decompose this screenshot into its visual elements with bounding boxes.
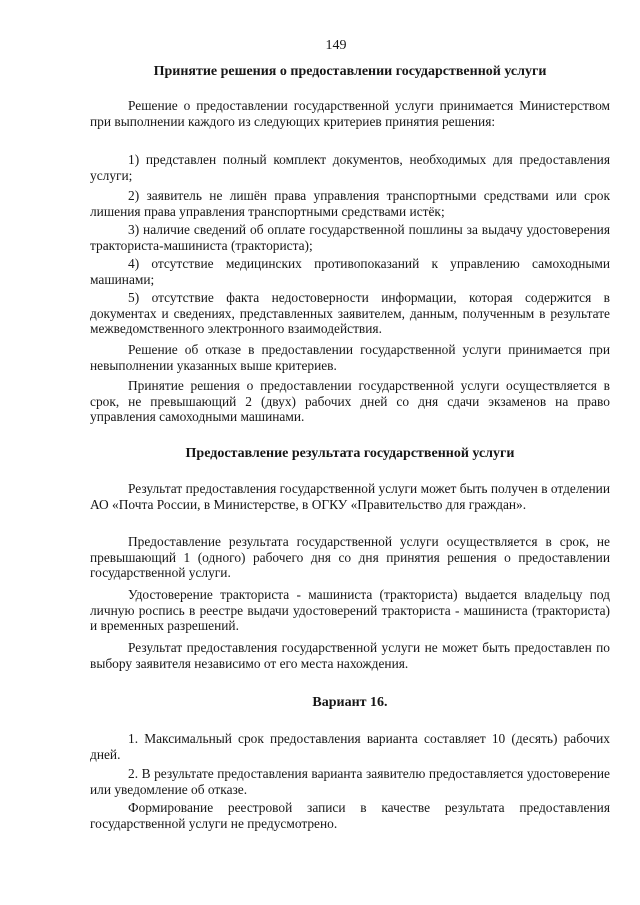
paragraph: Удостоверение тракториста - машиниста (тракториста) выдается владельцу под личную роспись в реестре выдачи удостоверений тракториста - машиниста (тракториста) и временных разрешений.	[90, 587, 610, 634]
paragraph: Формирование реестровой записи в качестве результата предоставления государственной услуги не предусмотрено.	[90, 800, 610, 831]
page-number: 149	[325, 38, 347, 53]
paragraph: Решение о предоставлении государственной услуги принимается Министерством при выполнении каждого из следующих критериев принятия решения:	[90, 98, 610, 129]
list-item-criterion-1: 1) представлен полный комплект документов, необходимых для предоставления услуги;	[90, 152, 610, 183]
list-item-variant-2: 2. В результате предоставления варианта заявителю предоставляется удостоверение или уведомление об отказе.	[90, 766, 610, 797]
list-item-criterion-5: 5) отсутствие факта недостоверности информации, которая содержится в документах и сведениях, представленных заявителем, данным, полученным в результате межведомственного электронного взаимодействия.	[90, 290, 610, 337]
paragraph: Результат предоставления государственной услуги не может быть предоставлен по выбору заявителя независимо от его места нахождения.	[90, 640, 610, 671]
paragraph: Принятие решения о предоставлении государственной услуги осуществляется в срок, не превышающий 2 (двух) рабочих дней со дня сдачи экзаменов на право управления самоходными машинами.	[90, 378, 610, 425]
paragraph: Решение об отказе в предоставлении государственной услуги принимается при невыполнении указанных выше критериев.	[90, 342, 610, 373]
list-item-criterion-3: 3) наличие сведений об оплате государственной пошлины за выдачу удостоверения тракториста-машиниста (тракториста);	[90, 222, 610, 253]
section-heading-decision: Принятие решения о предоставлении государственной услуги	[153, 64, 547, 79]
list-item-criterion-4: 4) отсутствие медицинских противопоказаний к управлению самоходными машинами;	[90, 256, 610, 287]
list-item-variant-1: 1. Максимальный срок предоставления варианта составляет 10 (десять) рабочих дней.	[90, 731, 610, 762]
section-heading-variant: Вариант 16.	[312, 695, 388, 710]
paragraph: Предоставление результата государственной услуги осуществляется в срок, не превышающий 1 (одного) рабочего дня со дня принятия решения о предоставлении государственной услуги.	[90, 534, 610, 581]
paragraph: Результат предоставления государственной услуги может быть получен в отделении АО «Почта России, в Министерстве, в ОГКУ «Правительство для граждан».	[90, 481, 610, 512]
section-heading-result: Предоставление результата государственной услуги	[185, 446, 515, 461]
list-item-criterion-2: 2) заявитель не лишён права управления транспортными средствами или срок лишения права управления транспортными средствами истёк;	[90, 188, 610, 219]
